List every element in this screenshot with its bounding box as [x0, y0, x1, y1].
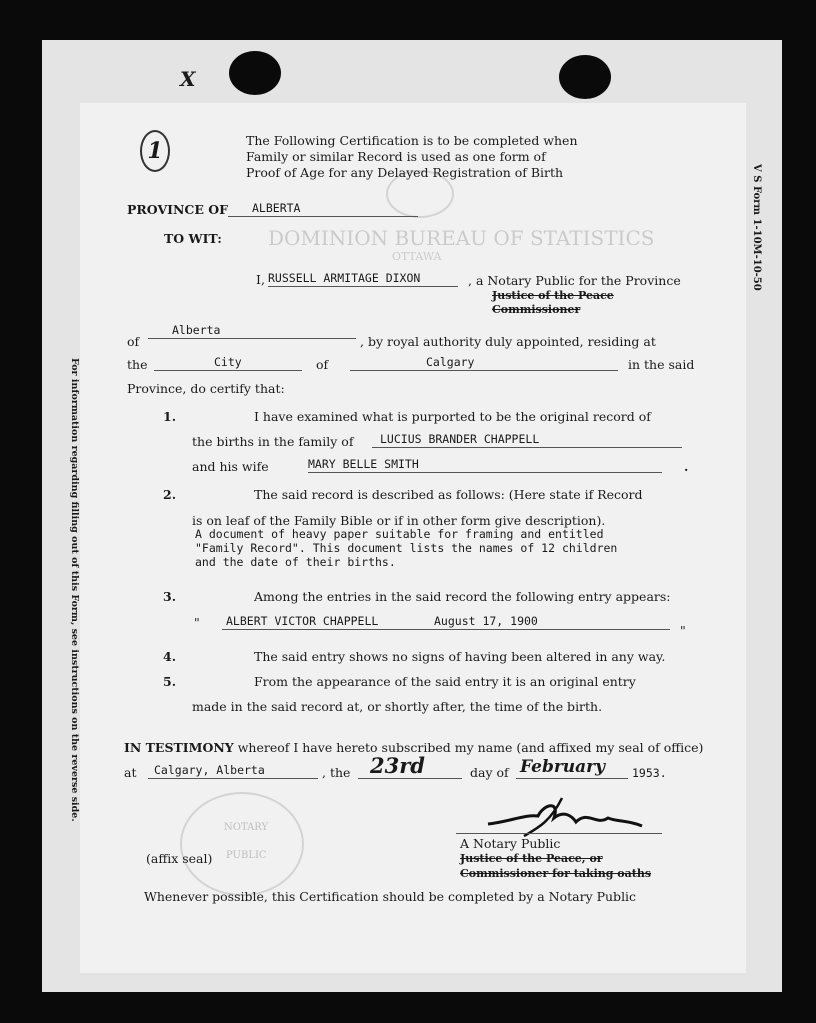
struck-commissioner-2: Commissioner for taking oaths	[460, 867, 652, 880]
item-5-line-2: made in the said record at, or shortly after, the time of the birth.	[192, 699, 603, 714]
record-description-1: A document of heavy paper suitable for framing and entitled	[195, 527, 604, 541]
father-name: LUCIUS BRANDER CHAPPELL	[380, 432, 540, 446]
testimony-place: Calgary, Alberta	[154, 763, 265, 777]
item-3-line-1: Among the entries in the said record the following entry appears:	[254, 589, 671, 604]
declarant-role: , a Notary Public for the Province	[468, 273, 681, 288]
testimony-the-label: , the	[322, 765, 351, 780]
entry-name: ALBERT VICTOR CHAPPELL	[226, 614, 379, 628]
struck-commissioner: Commissioner	[492, 303, 581, 316]
testimony-place-field	[148, 763, 318, 779]
header-line-1: The Following Certification is to be completed when	[246, 133, 578, 148]
item-4-number: 4.	[163, 649, 177, 664]
residence-province: Alberta	[172, 323, 221, 337]
city-value: Calgary	[426, 355, 475, 369]
testimony-lead: IN TESTIMONY	[124, 740, 234, 755]
entry-close-quote: "	[680, 623, 686, 638]
declarant-name: RUSSELL ARMITAGE DIXON	[268, 271, 421, 285]
item-5-number: 5.	[163, 674, 177, 689]
day-field	[358, 753, 462, 779]
item-3-number: 3.	[163, 589, 177, 604]
province-field	[228, 201, 418, 217]
item-1-wife-label: and his wife	[192, 459, 269, 474]
struck-justice: Justice of the Peace	[492, 289, 614, 302]
punch-hole-left	[229, 51, 281, 95]
testimony-at-label: at	[124, 765, 137, 780]
item-1-period: .	[684, 459, 689, 474]
bleed-through-title: DOMINION BUREAU OF STATISTICS	[268, 226, 655, 250]
year-value: 1953.	[632, 766, 667, 780]
notary-seal-impression	[180, 792, 304, 896]
royal-authority-text: , by royal authority duly appointed, residing at	[360, 334, 656, 349]
day-of-label: day of	[470, 765, 509, 780]
bleed-through-sub: OTTAWA	[392, 250, 442, 263]
mother-name: MARY BELLE SMITH	[308, 457, 419, 471]
the-label: the	[127, 357, 148, 372]
month-value: February	[520, 757, 606, 777]
affix-seal-label: (affix seal)	[146, 851, 213, 866]
to-wit-label: TO WIT:	[164, 231, 222, 246]
signature-line	[456, 818, 662, 834]
entry-field	[222, 614, 670, 630]
certify-text: Province, do certify that:	[127, 381, 285, 396]
seal-text-2: PUBLIC	[226, 850, 267, 861]
item-2-number: 2.	[163, 487, 177, 502]
corner-mark: 1	[140, 130, 170, 172]
testimony-rest: whereof I have hereto subscribed my name (and affixed my seal of office)	[237, 740, 704, 755]
declarant-field	[268, 271, 458, 287]
in-the-said: in the said	[628, 357, 695, 372]
place-type-field	[154, 355, 302, 371]
father-field	[372, 432, 682, 448]
item-2-line-2: is on leaf of the Family Bible or if in other form give description).	[192, 513, 606, 528]
item-1-family-label: the births in the family of	[192, 434, 354, 449]
city-field	[350, 355, 618, 371]
of2-label: of	[316, 357, 329, 372]
day-value: 23rd	[370, 753, 425, 778]
declarant-prefix: I,	[256, 272, 265, 287]
notary-title: A Notary Public	[460, 836, 561, 851]
province-label: PROVINCE OF	[127, 202, 229, 217]
seal-text-1: NOTARY	[224, 822, 269, 833]
record-description-2: "Family Record". This document lists the names of 12 children	[195, 541, 618, 555]
residence-province-field	[148, 323, 356, 339]
entry-open-quote: "	[194, 615, 200, 630]
header-line-3: Proof of Age for any Delayed Registration of Birth	[246, 165, 564, 180]
top-mark: X	[180, 67, 196, 91]
item-2-line-1: The said record is described as follows: (Here state if Record	[254, 487, 643, 502]
item-1-line-1: I have examined what is purported to be the original record of	[254, 409, 651, 424]
record-description-3: and the date of their births.	[195, 555, 396, 569]
form-number: V S Form 1-10M-10-50	[751, 164, 762, 291]
item-4-text: The said entry shows no signs of having been altered in any way.	[254, 649, 666, 664]
of-label: of	[127, 334, 140, 349]
item-5-line-1: From the appearance of the said entry it is an original entry	[254, 674, 636, 689]
punch-hole-right	[559, 55, 611, 99]
place-type: City	[214, 355, 242, 369]
notary-signature	[478, 792, 658, 842]
entry-date: August 17, 1900	[434, 614, 538, 628]
side-note: For information regarding filling out of this Form, see instructions on the reverse side.	[69, 358, 80, 822]
province-value: ALBERTA	[252, 201, 301, 215]
header-line-2: Family or similar Record is used as one form of	[246, 149, 546, 164]
struck-justice-2: Justice of the Peace, or	[460, 852, 603, 865]
item-1-number: 1.	[163, 409, 177, 424]
footer-note: Whenever possible, this Certification should be completed by a Notary Public	[144, 889, 637, 904]
month-field	[516, 757, 628, 779]
mother-field	[308, 457, 662, 473]
